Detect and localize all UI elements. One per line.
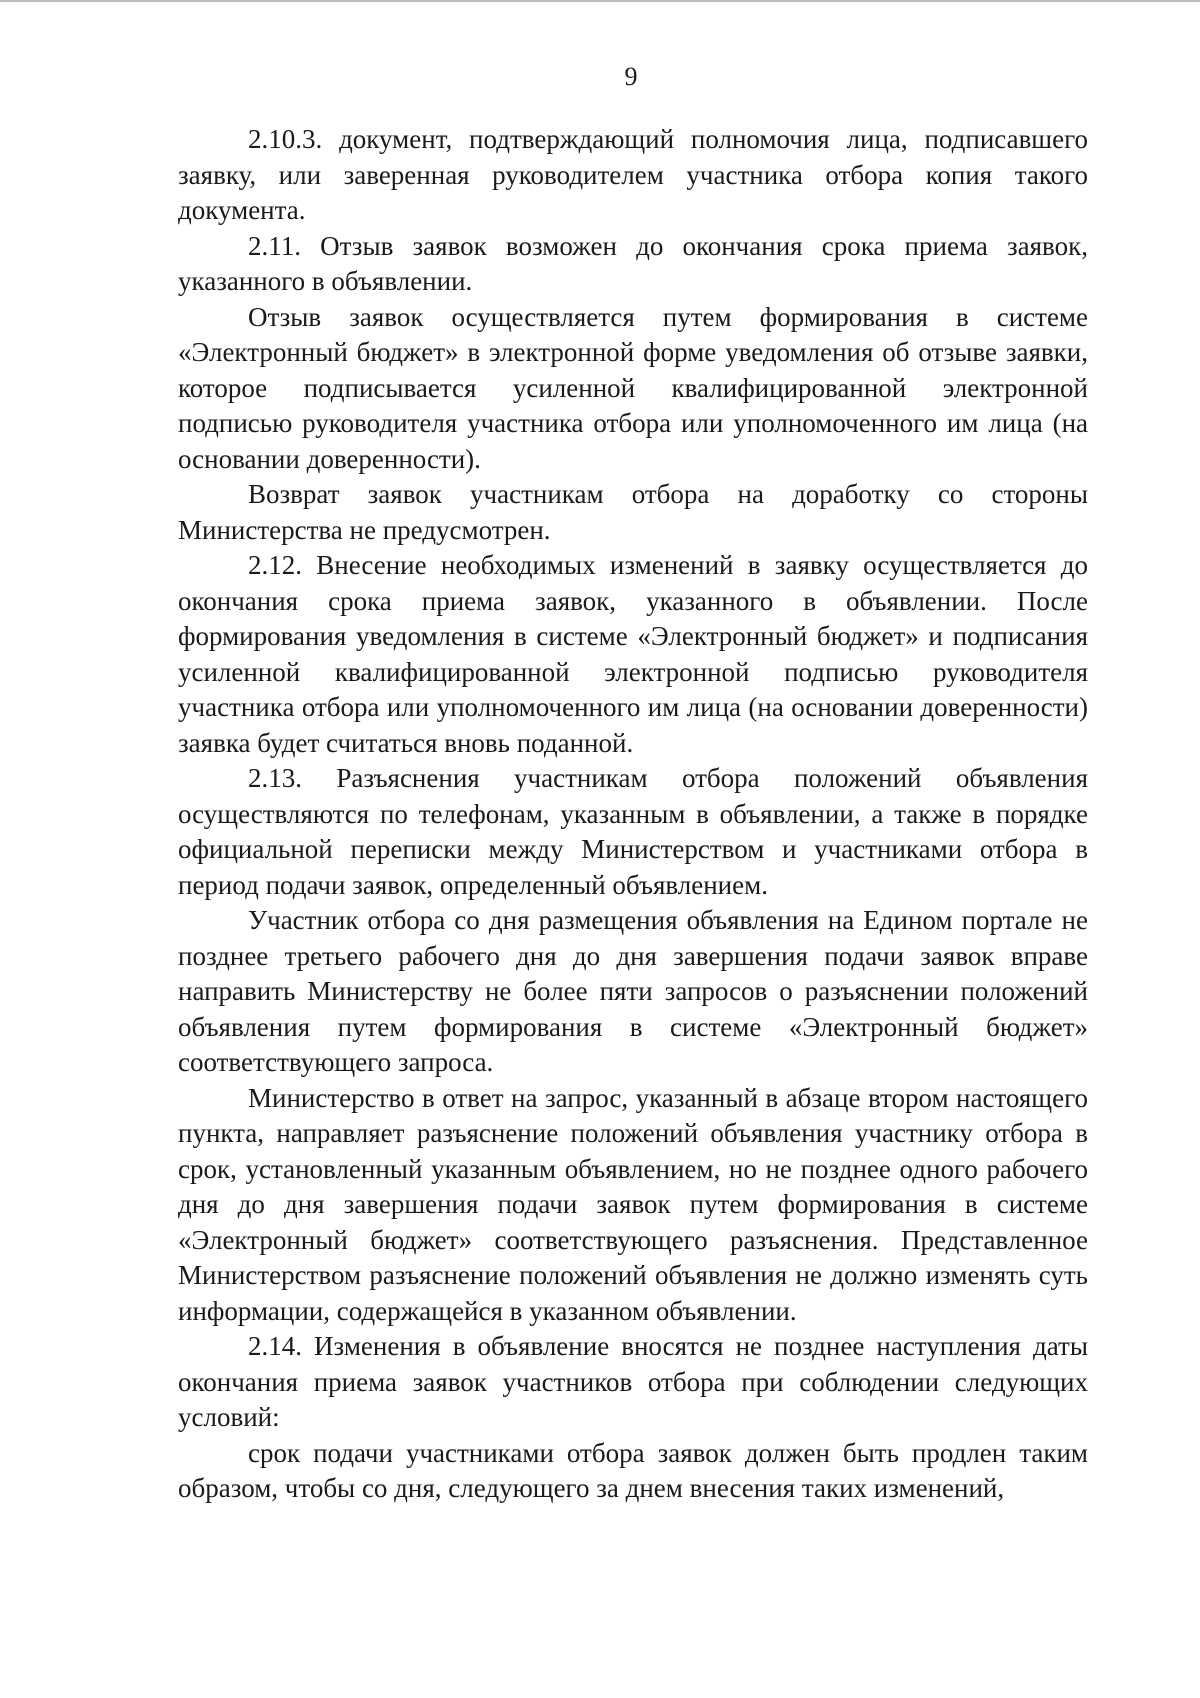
paragraph-ministry-response: Министерство в ответ на запрос, указанный в абзаце втором настоящего пункта, направляет разъяснение положений объявления участнику отбора в срок, установленный указанным объявлением, но не позднее одного рабочего дня до дня завершения подачи заявок путем формирования в системе «Электронный бюджет» соответствующего разъяснения. Представленное Министерством разъяснение положений объявления не должно изменять суть информации, содержащейся в указанном объявлении. [178,1082,1088,1326]
page-number: 9 [624,62,638,91]
paragraph-deadline-extension: срок подачи участниками отбора заявок должен быть продлен таким образом, чтобы со дня, следующего за днем внесения таких изменений, [178,1437,1088,1503]
paragraph-2-10-3: 2.10.3. документ, подтверждающий полномочия лица, подписавшего заявку, или заверенная руководителем участника отбора копия такого документа. [178,124,1088,225]
scan-top-edge [0,0,1200,2]
paragraph-withdrawal-procedure: Отзыв заявок осуществляется путем формирования в системе «Электронный бюджет» в электронной форме уведомления об отзыве заявки, которое подписывается усиленной квалифицированной электронной подписью руководителя участника отбора или уполномоченного им лица (на основании доверенности). [178,301,1088,474]
paragraph-no-return: Возврат заявок участникам отбора на доработку со стороны Министерства не предусмотрен. [178,479,1088,545]
document-body [178,122,1088,1507]
paragraph-2-12: 2.12. Внесение необходимых изменений в заявку осуществляется до окончания срока приема заявок, указанного в объявлении. После формирования уведомления в системе «Электронный бюджет» и подписания усиленной квалифицированной электронной подписью руководителя участника отбора или уполномоченного им лица (на основании доверенности) заявка будет считаться вновь поданной. [178,550,1088,758]
paragraph-2-14: 2.14. Изменения в объявление вносятся не позднее наступления даты окончания приема заявок участников отбора при соблюдении следующих условий: [178,1331,1088,1432]
paragraph-2-13: 2.13. Разъяснения участникам отбора положений объявления осуществляются по телефонам, указанным в объявлении, а также в порядке официальной переписки между Министерством и участниками отбора в период подачи заявок, определенный объявлением. [178,763,1088,900]
paragraph-2-11: 2.11. Отзыв заявок возможен до окончания срока приема заявок, указанного в объявлении. [178,230,1088,296]
paragraph-clarification-requests: Участник отбора со дня размещения объявления на Едином портале не позднее третьего рабочего дня до дня завершения подачи заявок вправе направить Министерству не более пяти запросов о разъяснении положений объявления путем формирования в системе «Электронный бюджет» соответствующего запроса. [178,905,1088,1077]
